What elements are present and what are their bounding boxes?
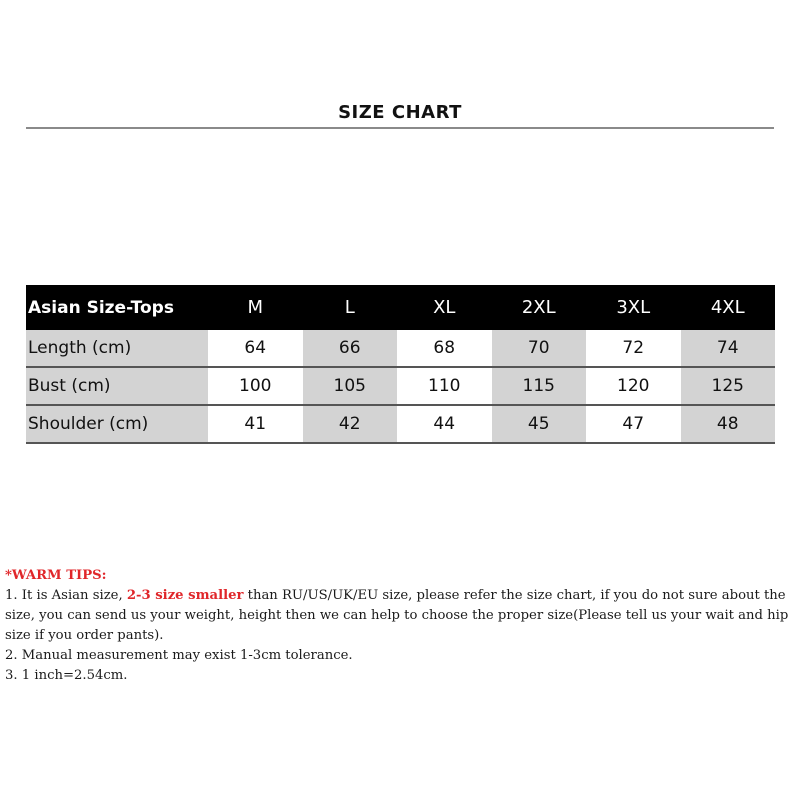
title-divider: [26, 127, 774, 129]
table-cell: 100: [208, 367, 303, 405]
table-row-shoulder: [26, 405, 775, 443]
warm-tips: [5, 566, 800, 686]
table-cell: 115: [492, 367, 587, 405]
row-label: Bust (cm): [26, 367, 208, 405]
table-cell: 120: [586, 367, 681, 405]
header-cell-label: Asian Size-Tops: [26, 285, 208, 330]
header-cell-2xl: 2XL: [492, 285, 587, 330]
tip-3: 3. 1 inch=2.54cm.: [5, 668, 128, 683]
table-cell: 41: [208, 405, 303, 443]
table-cell: 45: [492, 405, 587, 443]
table-cell: 125: [681, 367, 776, 405]
table-cell: 70: [492, 330, 587, 367]
tips-heading: *WARM TIPS:: [5, 568, 107, 583]
row-label: Shoulder (cm): [26, 405, 208, 443]
table-cell: 72: [586, 330, 681, 367]
header-cell-xl: XL: [397, 285, 492, 330]
header-cell-3xl: 3XL: [586, 285, 681, 330]
table-cell: 68: [397, 330, 492, 367]
tip-1-prefix: 1. It is Asian size,: [5, 588, 127, 603]
header-cell-l: L: [303, 285, 398, 330]
header-cell-m: M: [208, 285, 303, 330]
page-title: SIZE CHART: [338, 102, 462, 123]
table-cell: 74: [681, 330, 776, 367]
tip-1-rest: than RU/US/UK/EU size, please refer the size chart, if you do not sure about the size, you can send us your weight, height then we can help to choose the proper size(Please tell us your wait and hip size if you order pants).: [5, 588, 789, 643]
table-cell: 110: [397, 367, 492, 405]
row-label: Length (cm): [26, 330, 208, 367]
header-cell-4xl: 4XL: [681, 285, 776, 330]
table-cell: 47: [586, 405, 681, 443]
table-cell: 48: [681, 405, 776, 443]
table-cell: 64: [208, 330, 303, 367]
size-table: [26, 285, 775, 444]
size-table-header: [26, 285, 775, 330]
table-cell: 105: [303, 367, 398, 405]
table-row-bust: [26, 367, 775, 405]
table-cell: 44: [397, 405, 492, 443]
tip-1: [5, 586, 800, 646]
table-cell: 42: [303, 405, 398, 443]
table-cell: 66: [303, 330, 398, 367]
tip-1-highlight: 2-3 size smaller: [126, 588, 244, 603]
tip-2: 2. Manual measurement may exist 1-3cm tolerance.: [5, 648, 353, 663]
table-row-length: [26, 330, 775, 367]
